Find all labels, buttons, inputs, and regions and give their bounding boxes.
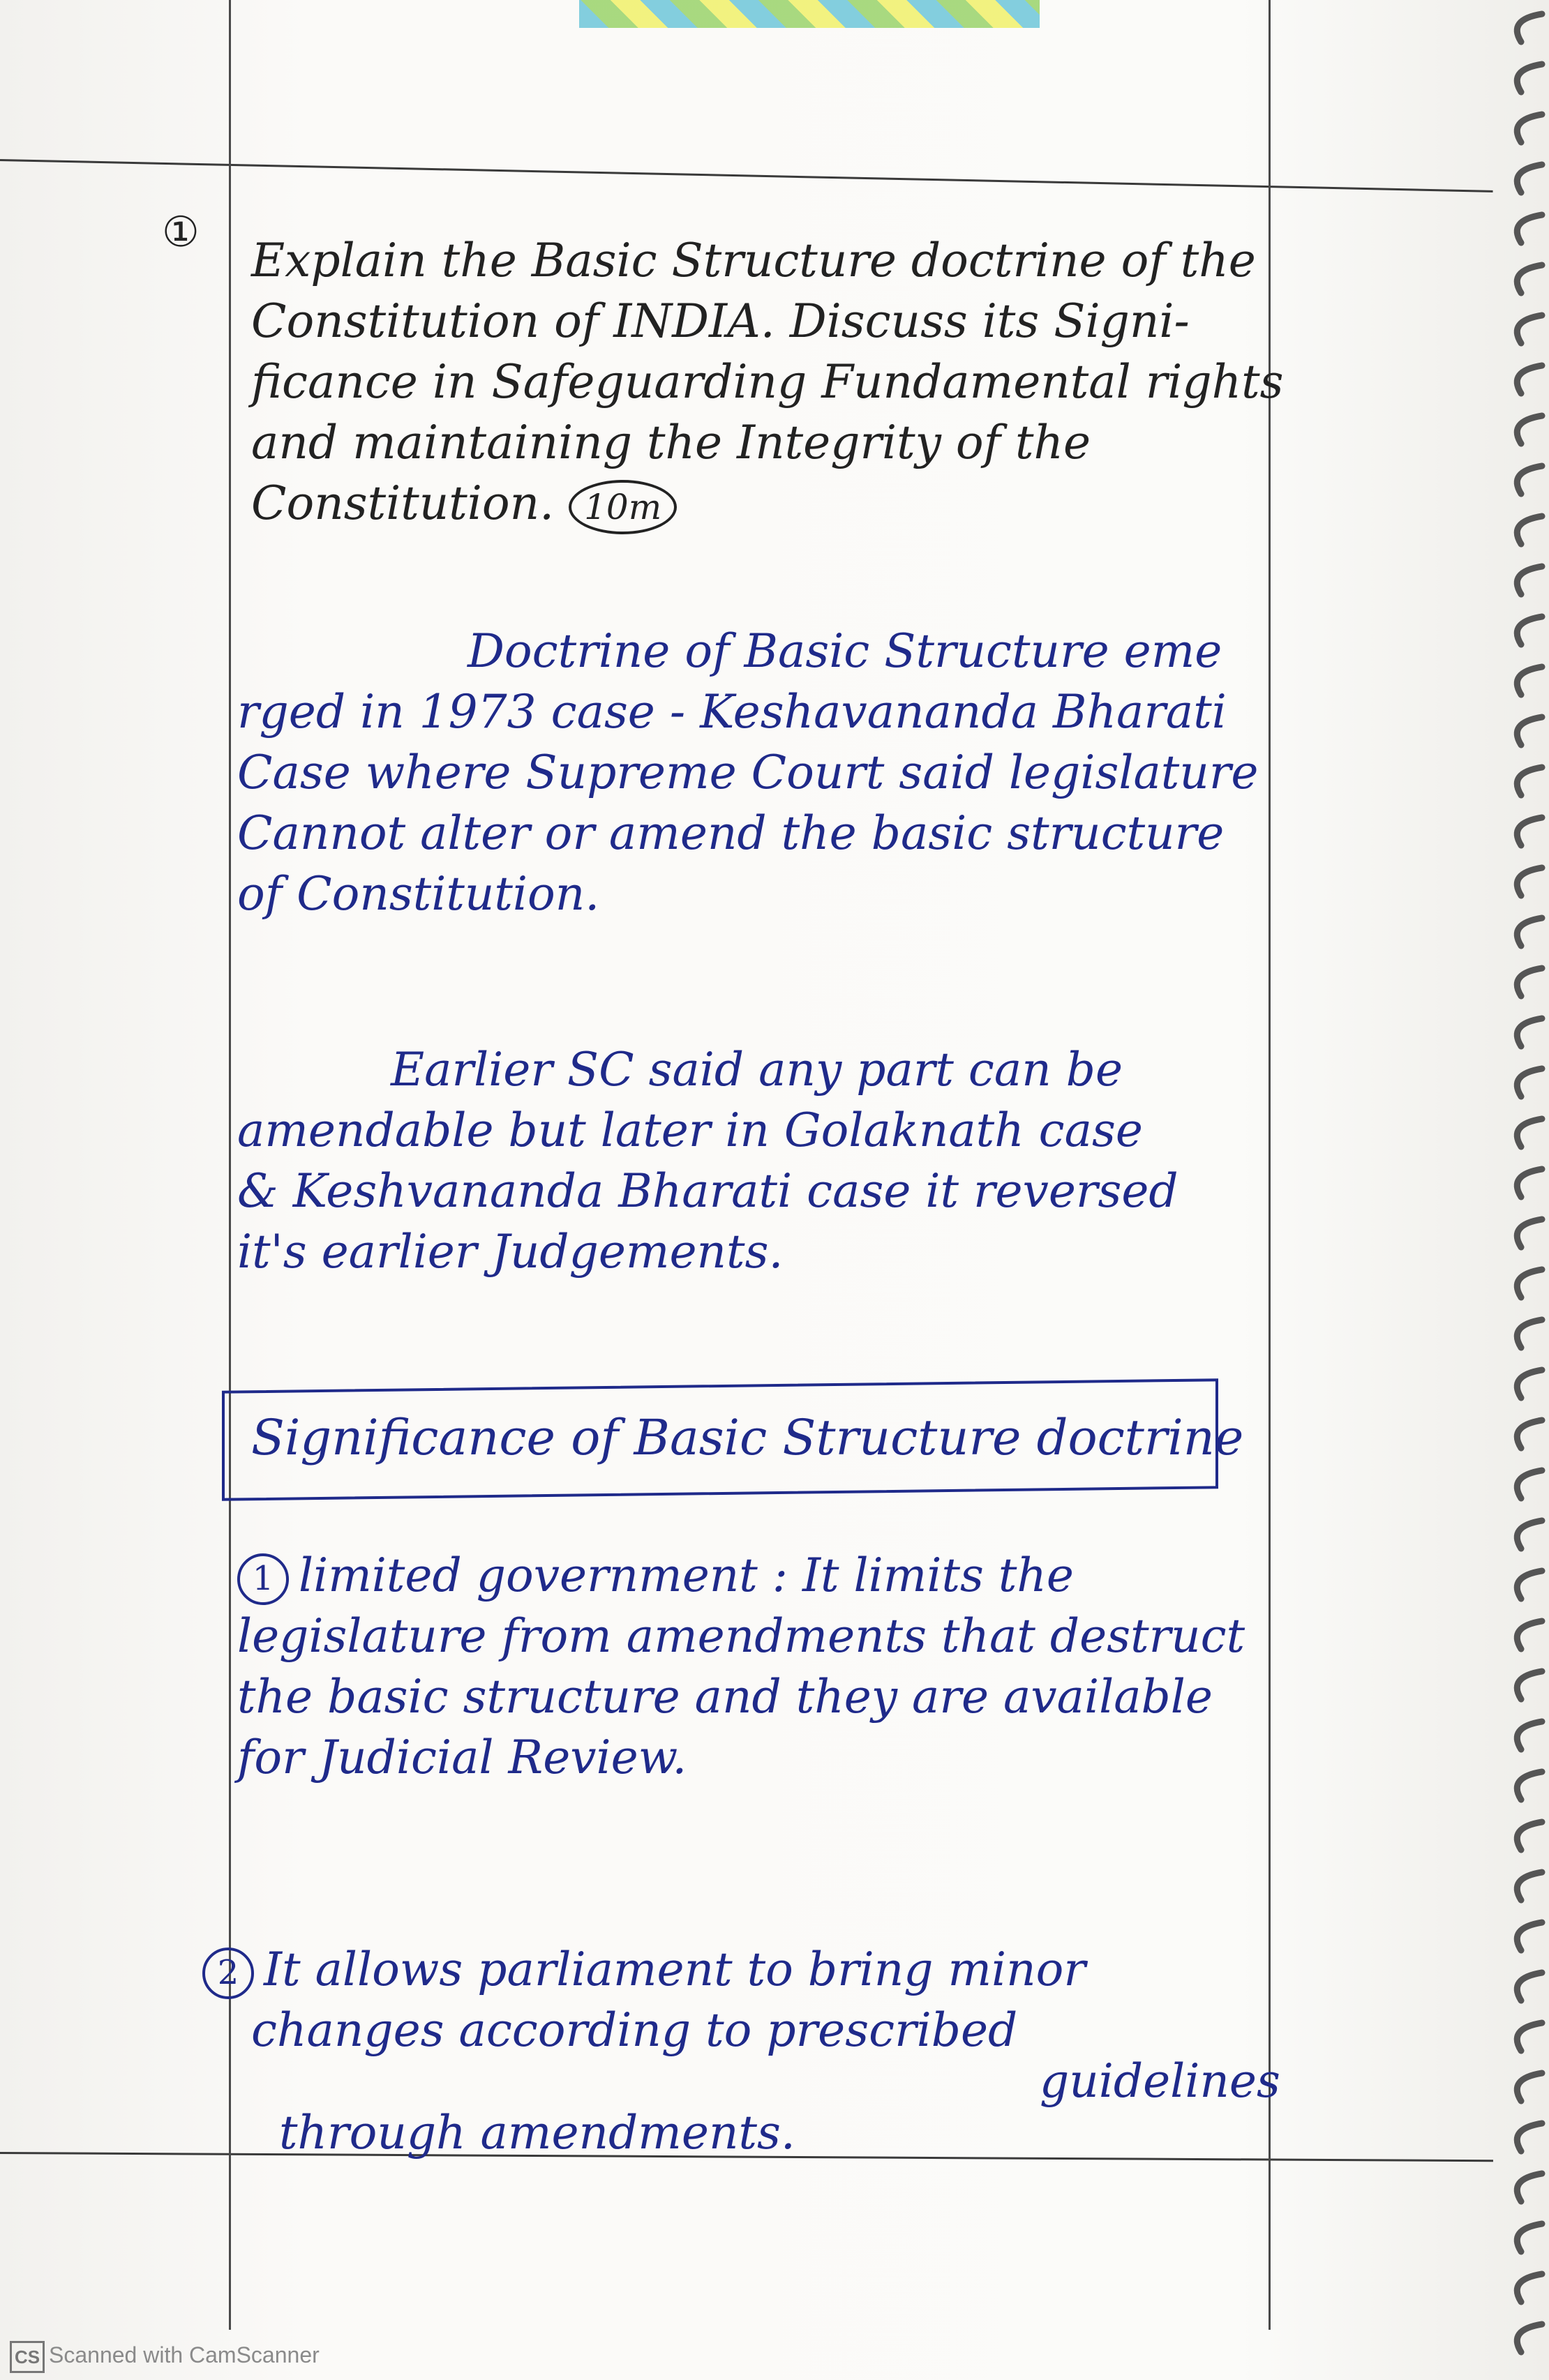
spiral-coil — [1517, 165, 1542, 193]
spiral-coil — [1517, 667, 1542, 695]
spiral-coil — [1517, 1822, 1542, 1850]
answer-line: it's earlier Judgements. — [237, 1225, 784, 1279]
point-line: through amendments. — [279, 2105, 795, 2160]
point-line: the basic structure and they are available — [237, 1670, 1213, 1724]
spiral-coil — [1517, 717, 1542, 745]
spiral-coil — [1517, 1671, 1542, 1699]
question-number: ① — [162, 208, 200, 257]
answer-paragraph-1 — [237, 621, 1258, 925]
answer-line: rged in 1973 case - Keshavananda Bharati — [237, 685, 1227, 739]
point-line: for Judicial Review. — [237, 1731, 687, 1785]
spiral-coil — [1517, 2174, 1542, 2201]
answer-line: & Keshvananda Bharati case it reversed — [237, 1164, 1178, 1219]
spiral-coil — [1517, 1420, 1542, 1448]
spiral-coil — [1517, 1119, 1542, 1147]
spiral-coil — [1517, 366, 1542, 393]
section-heading: Significance of Basic Structure doctrine — [251, 1409, 1244, 1466]
question-line — [251, 473, 1284, 534]
camscanner-watermark: Scanned with CamScanner — [49, 2342, 320, 2367]
question-line: Explain the Basic Structure doctrine of the — [251, 234, 1256, 287]
spiral-coil — [1517, 416, 1542, 444]
answer-line: of Constitution. — [237, 867, 600, 921]
spiral-coil — [1517, 1571, 1542, 1599]
question-line: ficance in Safeguarding Fundamental rights — [251, 355, 1284, 409]
point-number-circle: 1 — [237, 1553, 289, 1605]
spiral-coil — [1517, 466, 1542, 494]
point-line-text: limited government : It limits the — [299, 1549, 1074, 1602]
marks-badge: 10m — [569, 480, 677, 534]
point-line — [237, 1545, 1245, 1606]
spiral-coil — [1517, 265, 1542, 293]
question-text — [251, 230, 1284, 534]
spiral-coil — [1517, 2123, 1542, 2151]
spiral-coil — [1517, 2274, 1542, 2302]
answer-paragraph-2 — [237, 1039, 1178, 1282]
point-number-circle: 2 — [202, 1948, 254, 1999]
notebook-cover-decoration — [579, 0, 1040, 28]
spiral-coil — [1517, 1772, 1542, 1800]
point-1 — [237, 1545, 1245, 1788]
spiral-coil — [1517, 315, 1542, 343]
spiral-coil — [1517, 617, 1542, 645]
spiral-coil — [1517, 1069, 1542, 1097]
spiral-coil — [1517, 2073, 1542, 2101]
question-line: and maintaining the Integrity of the — [251, 416, 1091, 470]
spiral-coil — [1517, 1270, 1542, 1297]
spiral-coil — [1517, 215, 1542, 243]
question-line-end: Constitution. — [251, 476, 555, 531]
point-line: guidelines — [1040, 2054, 1280, 2109]
spiral-coil — [1517, 767, 1542, 795]
spiral-coil — [1517, 1169, 1542, 1197]
question-line: Constitution of INDIA. Discuss its Signi- — [251, 294, 1190, 349]
spiral-coil — [1517, 868, 1542, 896]
spiral-coil — [1517, 1219, 1542, 1247]
spiral-coil — [1517, 1621, 1542, 1649]
spiral-coil — [1517, 566, 1542, 594]
answer-line: amendable but later in Golaknath case — [237, 1104, 1143, 1158]
spiral-coil — [1517, 818, 1542, 845]
camscanner-logo: CS — [10, 2341, 45, 2373]
point-line-text: It allows parliament to bring minor — [264, 1943, 1086, 1996]
spiral-coil — [1517, 1370, 1542, 1398]
answer-line: Earlier SC said any part can be — [391, 1043, 1123, 1097]
spiral-coil — [1517, 14, 1542, 42]
spiral-coil — [1517, 968, 1542, 996]
spiral-coil — [1517, 2324, 1542, 2352]
point-line: changes according to prescribed — [251, 2003, 1018, 2058]
answer-line: Case where Supreme Court said legislature — [237, 746, 1259, 800]
spiral-coil — [1517, 1521, 1542, 1549]
answer-line: Cannot alter or amend the basic structure — [237, 806, 1225, 861]
spiral-binding — [1493, 0, 1549, 2380]
spiral-coil — [1517, 1018, 1542, 1046]
spiral-coil — [1517, 2224, 1542, 2252]
spiral-coil — [1517, 114, 1542, 142]
point-line — [202, 1939, 1280, 2000]
point-line: legislature from amendments that destruct — [237, 1609, 1245, 1664]
point-2 — [202, 1939, 1280, 2163]
spiral-coil — [1517, 918, 1542, 946]
answer-line: Doctrine of Basic Structure eme — [467, 624, 1222, 678]
spiral-coil — [1517, 1722, 1542, 1749]
spiral-coil — [1517, 1922, 1542, 1950]
spiral-coil — [1517, 64, 1542, 92]
spiral-coil — [1517, 1973, 1542, 2001]
spiral-coil — [1517, 516, 1542, 544]
spiral-coil — [1517, 1320, 1542, 1348]
spiral-coil — [1517, 1470, 1542, 1498]
spiral-coil — [1517, 1872, 1542, 1900]
spiral-coil — [1517, 2023, 1542, 2051]
